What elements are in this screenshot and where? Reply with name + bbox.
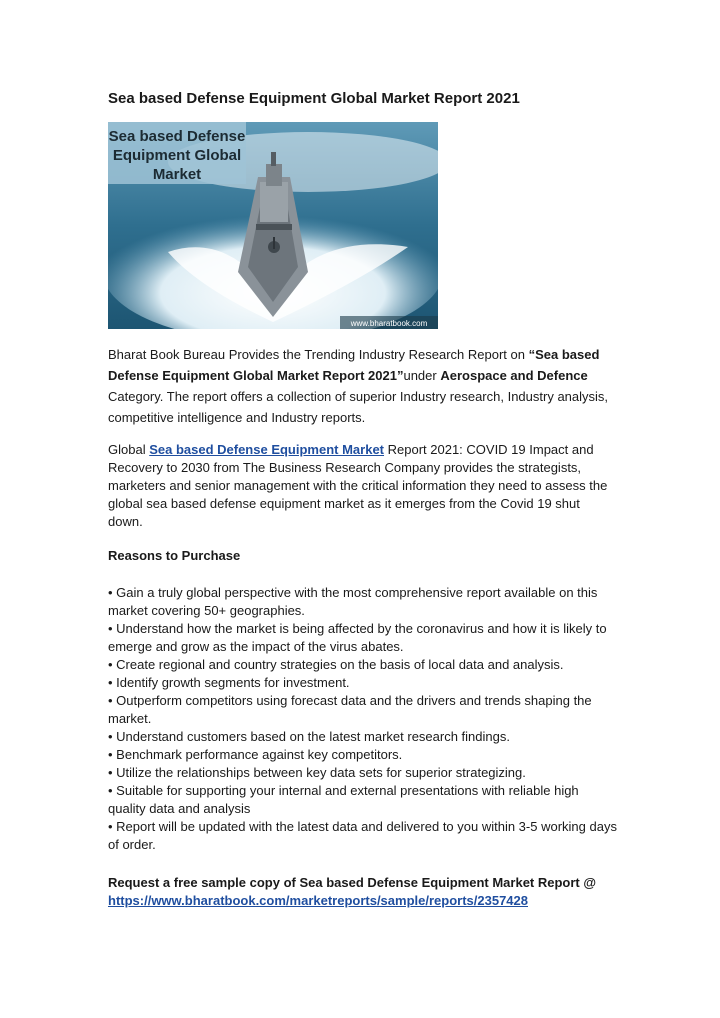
global-text-pre: Global [108,442,150,457]
intro-text-2: under [403,368,441,383]
hero-overlay-line-1: Sea based Defense [108,128,246,145]
list-item: • Create regional and country strategies on the basis of local data and analysis. [108,657,564,672]
sample-request [108,874,618,910]
sample-request-text: Request a free sample copy of Sea based Defense Equipment Market Report @ [108,875,597,890]
hero-watermark: www.bharatbook.com [350,319,428,328]
global-text-post: Report 2021: COVID 19 Impact and Recovery to 2030 from The Business Research Company provides the strategists, marketers and senior management with the critical information they need to assess the global sea based defense equipment market as it emerges from the Covid 19 shut down. [108,442,608,529]
list-item: • Understand how the market is being affected by the coronavirus and how it is likely to emerge and grow as the impact of the virus abates. [108,621,607,654]
market-link[interactable]: Sea based Defense Equipment Market [149,442,385,457]
list-item: • Gain a truly global perspective with the most comprehensive report available on this market covering 50+ geographies. [108,585,598,618]
list-item: • Outperform competitors using forecast data and the drivers and trends shaping the market. [108,693,592,726]
global-paragraph [108,441,618,531]
intro-text-1: Bharat Book Bureau Provides the Trending Industry Research Report on [108,347,529,362]
warship-illustration [108,122,438,329]
list-item: • Suitable for supporting your internal and external presentations with reliable high quality data and analysis [108,783,579,816]
intro-paragraph [108,344,618,428]
reasons-list [108,584,618,854]
list-item: • Identify growth segments for investment. [108,675,350,690]
intro-report-title: “Sea based Defense Equipment Global Market Report 2021” [108,347,600,383]
hero-overlay-line-3: Market [152,166,202,183]
list-item: • Utilize the relationships between key data sets for superior strategizing. [108,765,526,780]
list-item: • Benchmark performance against key competitors. [108,747,403,762]
intro-category: Aerospace and Defence [440,368,588,383]
list-item: • Report will be updated with the latest data and delivered to you within 3-5 working days of order. [108,819,617,852]
hero-image [108,122,438,329]
sample-request-link[interactable]: https://www.bharatbook.com/marketreports/sample/reports/2357428 [108,893,528,908]
intro-text-3: Category. The report offers a collection of superior Industry research, Industry analysis, competitive intelligence and Industry reports. [108,389,609,425]
reasons-heading: Reasons to Purchase [108,548,241,563]
page-title: Sea based Defense Equipment Global Market Report 2021 [108,90,520,107]
hero-overlay-line-2: Equipment Global [112,147,242,164]
list-item: • Understand customers based on the latest market research findings. [108,729,510,744]
